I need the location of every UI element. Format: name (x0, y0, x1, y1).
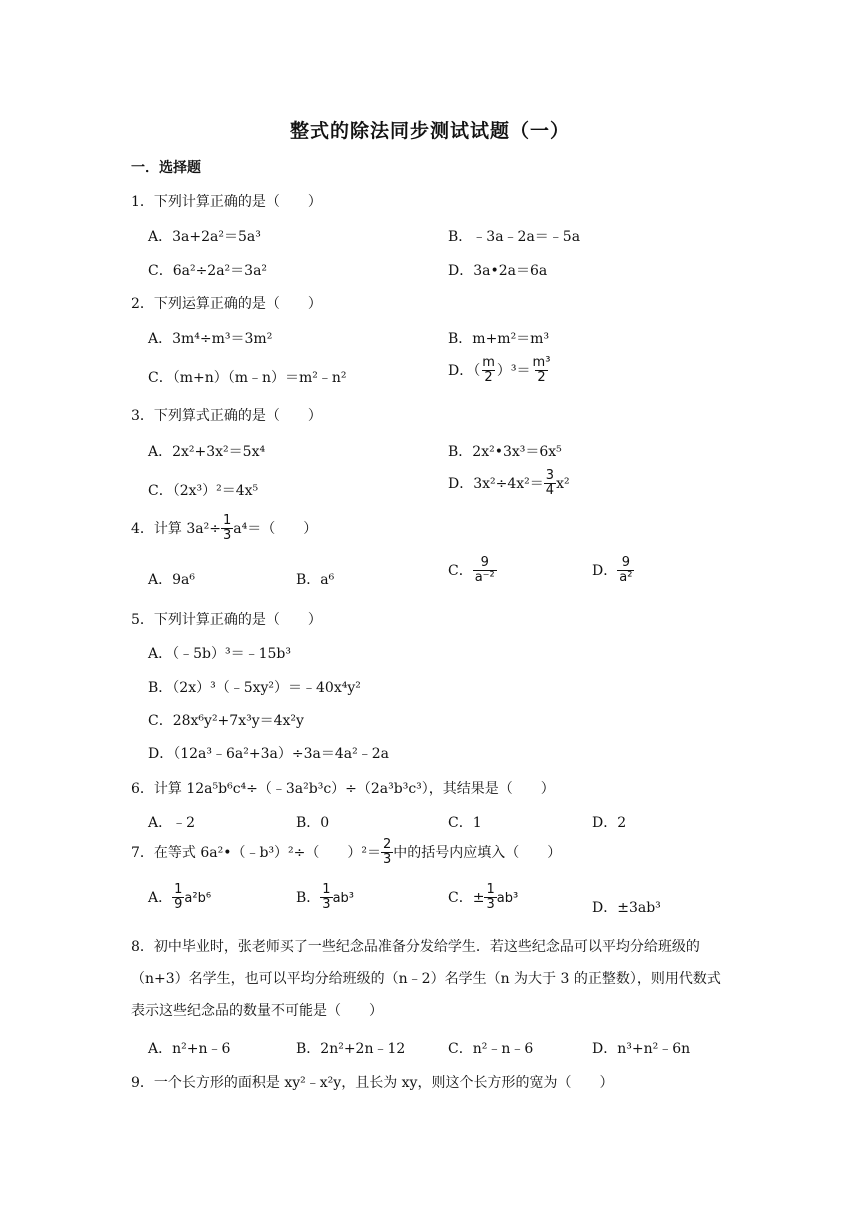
fraction (484, 883, 496, 913)
fraction (320, 883, 332, 913)
fraction-numerator: 9 (480, 555, 489, 570)
question-4-option-a: A．9a⁶ (148, 572, 195, 588)
question-2-option-b: B．m+m²＝m³ (448, 331, 550, 347)
option-a-suffix: a²b⁶ (184, 890, 212, 906)
question-3-option-a: A．2x²+3x²＝5x⁴ (148, 444, 266, 460)
option-a-prefix: A． (148, 889, 173, 906)
question-2-stem: 2．下列运算正确的是（ ） (131, 296, 322, 312)
fraction-numerator: 9 (621, 555, 630, 570)
option-b-suffix: ab³ (332, 890, 355, 906)
fraction-numerator: 1 (222, 513, 232, 528)
fraction (480, 356, 497, 386)
question-5-option-b: B．（2x）³（﹣5xy²）＝﹣40x⁴y² (148, 680, 361, 696)
question-3-stem: 3．下列算式正确的是（ ） (131, 408, 322, 424)
question-5-option-a: A．（﹣5b）³＝﹣15b³ (148, 646, 291, 662)
question-9-stem: 9．一个长方形的面积是 xy²﹣x²y，且长为 xy，则这个长方形的宽为（ ） (131, 1075, 614, 1091)
question-7-option-a (148, 883, 211, 913)
fraction (473, 556, 497, 586)
question-2-option-c: C．（m+n）（m﹣n）＝m²﹣n² (148, 370, 347, 386)
fraction-numerator: 2 (383, 837, 392, 852)
question-1-stem: 1．下列计算正确的是（ ） (131, 194, 322, 210)
stem-suffix: 中的括号内应填入（ ） (393, 844, 562, 861)
question-1-option-b: B．﹣3a﹣2a＝﹣5a (448, 229, 581, 245)
section-heading: 一．选择题 (131, 160, 201, 176)
question-7-stem (131, 838, 561, 868)
fraction (544, 469, 556, 499)
question-1-option-d: D．3a•2a＝6a (448, 263, 548, 279)
question-4-option-c (448, 556, 497, 586)
question-2-option-a: A．3m⁴÷m³＝3m² (148, 331, 273, 347)
question-3-option-d (448, 469, 570, 499)
option-c-prefix: C． (448, 562, 473, 579)
fraction (381, 838, 393, 868)
option-b-prefix: B． (296, 889, 321, 906)
option-c-suffix: ab³ (496, 890, 519, 906)
fraction-denominator: 9 (174, 897, 183, 913)
option-d-prefix: D． (592, 562, 618, 579)
question-6-option-c: C．1 (448, 815, 482, 831)
question-8-option-c: C．n²﹣n﹣6 (448, 1041, 534, 1057)
fraction (221, 514, 233, 544)
stem-suffix: a⁴＝（ ） (233, 520, 318, 537)
fraction-numerator: 3 (545, 468, 555, 483)
fraction-numerator: 1 (174, 882, 183, 897)
question-3-option-c: C．（2x³）²＝4x⁵ (148, 483, 259, 499)
fraction-denominator: 2 (537, 370, 546, 386)
stem-prefix: 7．在等式 6a²•（﹣b³）²÷（ ）²＝ (131, 844, 382, 861)
question-5-stem: 5．下列计算正确的是（ ） (131, 612, 322, 628)
option-d-middle: ）³＝ (496, 362, 531, 379)
fraction-denominator: 2 (484, 370, 493, 386)
fraction-numerator: 1 (486, 882, 495, 897)
question-6-stem: 6．计算 12a⁵b⁶c⁴÷（﹣3a²b³c）÷（2a³b³c³），其结果是（ ） (131, 781, 555, 797)
question-8-option-d: D．n³+n²﹣6n (592, 1041, 691, 1057)
stem-prefix: 4．计算 3a²÷ (131, 520, 221, 537)
question-7-option-c (448, 883, 518, 913)
question-4-option-b: B．a⁶ (296, 572, 335, 588)
fraction-denominator: a⁻² (474, 570, 495, 586)
question-8-option-b: B．2n²+2n﹣12 (296, 1041, 406, 1057)
fraction-denominator: a² (619, 570, 633, 586)
fraction-numerator: 1 (322, 882, 331, 897)
question-5-option-c: C．28x⁶y²+7x³y＝4x²y (148, 713, 304, 729)
question-1-option-a: A．3a+2a²＝5a³ (148, 229, 261, 245)
question-6-option-a: A．﹣2 (148, 815, 196, 831)
question-4-stem (131, 514, 317, 544)
option-c-prefix: C．± (448, 889, 485, 906)
question-6-option-b: B．0 (296, 815, 330, 831)
fraction-numerator: m (482, 355, 495, 370)
fraction-denominator: 3 (322, 897, 331, 913)
fraction-denominator: 3 (486, 897, 495, 913)
fraction-numerator: m³ (532, 355, 551, 370)
question-2-option-d (448, 356, 552, 386)
fraction (531, 356, 553, 386)
question-1-option-c: C．6a²÷2a²＝3a² (148, 263, 268, 279)
fraction (172, 883, 184, 913)
option-d-suffix: x² (556, 475, 570, 492)
question-5-option-d: D．（12a³﹣6a²+3a）÷3a＝4a²﹣2a (148, 746, 389, 762)
option-d-prefix: D．（ (448, 362, 481, 379)
question-4-option-d (592, 556, 634, 586)
question-8-option-a: A．n²+n﹣6 (148, 1041, 231, 1057)
question-7-option-b (296, 883, 354, 913)
option-d-prefix: D．3x²÷4x²＝ (448, 475, 544, 492)
question-8-stem: 8．初中毕业时，张老师买了一些纪念品准备分发给学生．若这些纪念品可以平均分给班级的（n+3）名学生，也可以平均分给班级的（n﹣2）名学生（n 为大于 3 的正整数），则用代数式表示这些纪念品的数量不可能是（ ） (131, 939, 721, 1019)
fraction-denominator: 3 (222, 528, 232, 544)
question-6-option-d: D．2 (592, 815, 627, 831)
fraction-denominator: 3 (383, 852, 392, 868)
page-title: 整式的除法同步测试试题（一） (289, 120, 570, 142)
fraction-denominator: 4 (545, 483, 555, 499)
question-3-option-b: B．2x²•3x³＝6x⁵ (448, 444, 562, 460)
fraction (617, 556, 634, 586)
question-7-option-d: D．±3ab³ (592, 900, 661, 916)
